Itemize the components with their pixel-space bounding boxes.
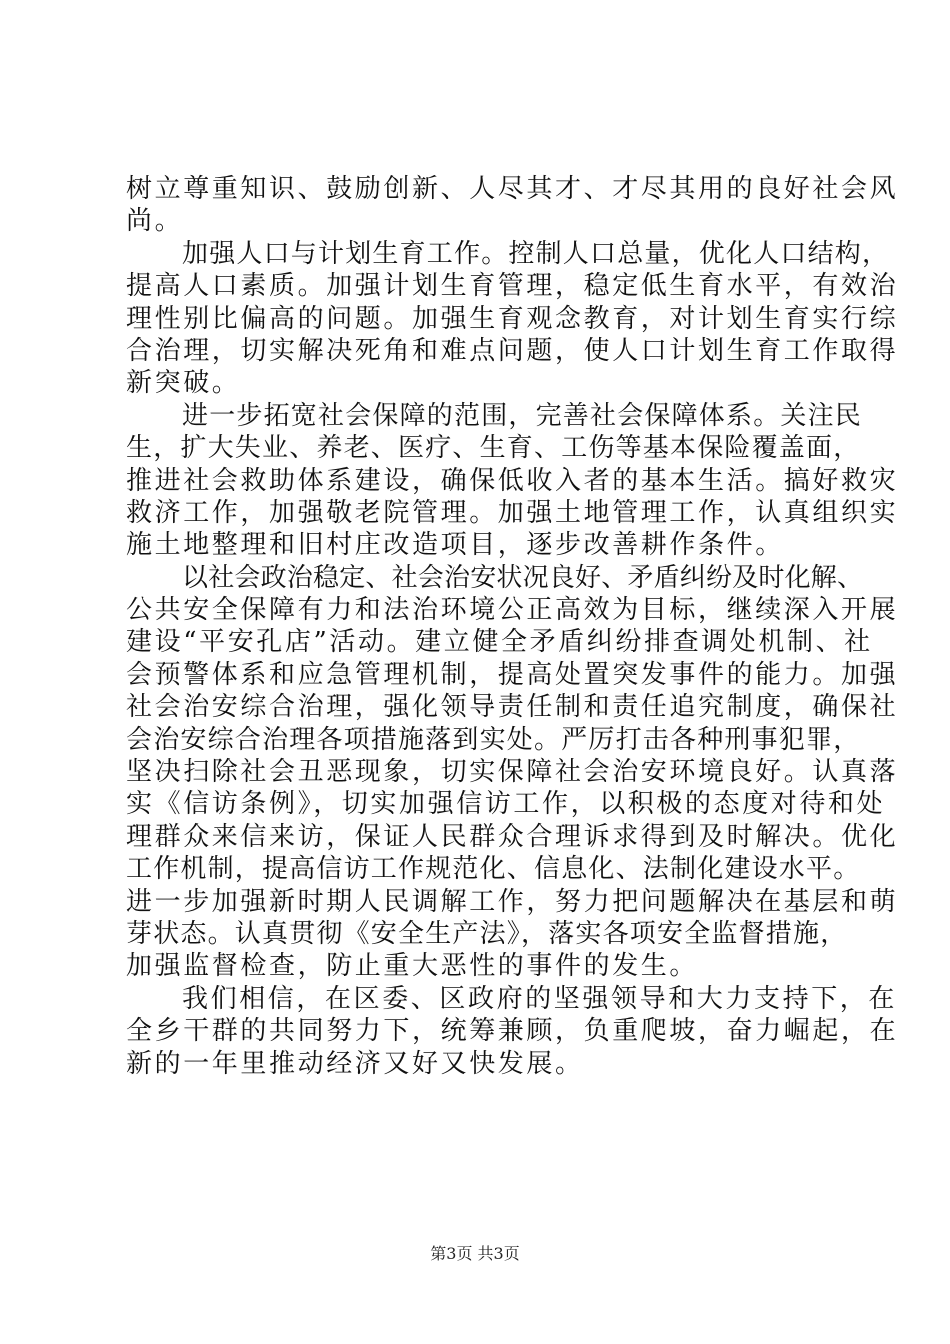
paragraph-line: 实《信访条例》，切实加强信访工作，以积极的态度对待和处: [126, 789, 886, 820]
document-body: [126, 173, 899, 1080]
paragraph-line: 生，扩大失业、养老、医疗、生育、工伤等基本保险覆盖面，: [126, 433, 861, 464]
paragraph-line: 公共安全保障有力和法治环境公正高效为目标，继续深入开展: [126, 595, 899, 626]
paragraph-line: 坚决扫除社会丑恶现象，切实保障社会治安环境良好。认真落: [126, 757, 899, 788]
paragraph-line: 工作机制，提高信访工作规范化、信息化、法制化建设水平。: [126, 854, 861, 885]
paragraph-line: 社会治安综合治理，强化领导责任制和责任追究制度，确保社: [126, 692, 899, 723]
paragraph-line: 新突破。: [126, 368, 241, 399]
paragraph-line: 芽状态。认真贯彻《安全生产法》，落实各项安全监督措施，: [126, 918, 848, 949]
paragraph-line: 提高人口素质。加强计划生育管理，稳定低生育水平，有效治: [126, 271, 899, 302]
paragraph-line: 树立尊重知识、鼓励创新、人尽其才、才尽其用的良好社会风: [126, 174, 899, 204]
page-number-label: 第3页 共3页: [430, 1244, 520, 1263]
paragraph-line: 救济工作，加强敬老院管理。加强土地管理工作，认真组织实: [126, 497, 899, 528]
paragraph-line: 加强监督检查，防止重大恶性的事件的发生。: [126, 951, 699, 982]
paragraph-line: 会预警体系和应急管理机制，提高处置突发事件的能力。加强: [126, 659, 899, 690]
paragraph-line: 理性别比偏高的问题。加强生育观念教育，对计划生育实行综: [126, 303, 899, 334]
paragraph-line: 合治理，切实解决死角和难点问题，使人口计划生育工作取得: [126, 335, 899, 366]
page-footer: [0, 1244, 950, 1264]
paragraph-line: 理群众来信来访，保证人民群众合理诉求得到及时解决。优化: [126, 821, 899, 852]
paragraph-line: 我们相信，在区委、区政府的坚强领导和大力支持下，在: [182, 983, 898, 1014]
paragraph-line: 加强人口与计划生育工作。控制人口总量，优化人口结构，: [182, 238, 890, 269]
paragraph-line: 尚。: [126, 206, 184, 237]
paragraph-line: 建设“平安孔店”活动。建立健全矛盾纠纷排查调处机制、社: [126, 627, 873, 658]
paragraph-line: 进一步拓宽社会保障的范围，完善社会保障体系。关注民: [182, 400, 863, 431]
paragraph-line: 施土地整理和旧村庄改造项目，逐步改善耕作条件。: [126, 530, 784, 561]
paragraph-line: 会治安综合治理各项措施落到实处。严厉打击各种刑事犯罪，: [126, 724, 861, 755]
paragraph-line: 以社会政治稳定、社会治安状况良好、矛盾纠纷及时化解、: [182, 562, 864, 593]
paragraph-line: 进一步加强新时期人民调解工作，努力把问题解决在基层和萌: [126, 886, 899, 917]
paragraph-line: 新的一年里推动经济又好又快发展。: [126, 1048, 584, 1079]
paragraph-line: 推进社会救助体系建设，确保低收入者的基本生活。搞好救灾: [126, 465, 899, 496]
paragraph-line: 全乡干群的共同努力下，统筹兼顾，负重爬坡，奋力崛起，在: [126, 1016, 899, 1047]
